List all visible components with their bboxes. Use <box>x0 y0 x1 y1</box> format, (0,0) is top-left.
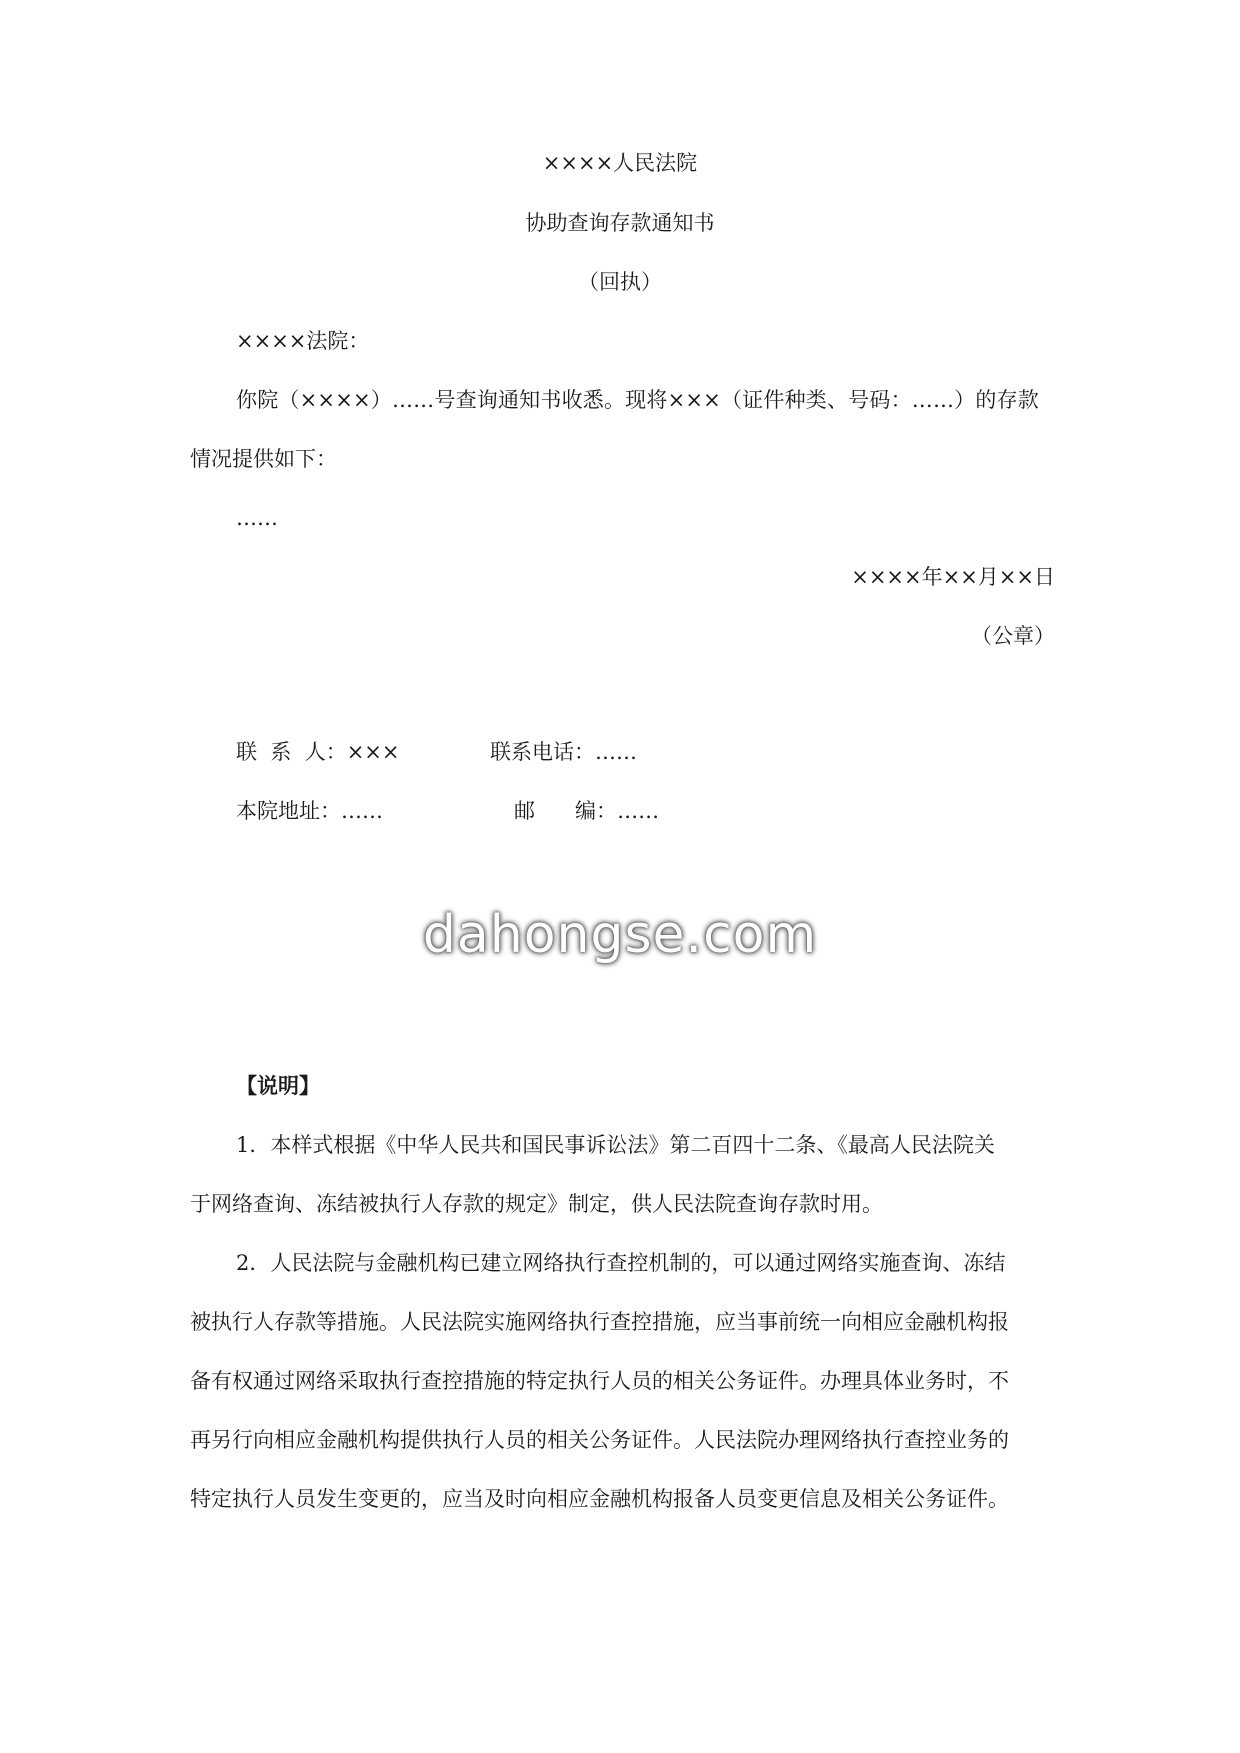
note-2-line-3: 备有权通过网络采取执行查控措施的特定执行人员的相关公务证件。办理具体业务时，不 <box>190 1369 1009 1393</box>
notes-heading: 【说明】 <box>236 1073 320 1098</box>
postcode-label: 邮 编： <box>514 799 618 823</box>
contact-person-value: ××× <box>346 740 400 764</box>
signature-date: ××××年××月××日 <box>851 565 1055 589</box>
postcode-value: …… <box>617 799 660 823</box>
contact-phone <box>490 738 637 766</box>
body-paragraph-line-2: 情况提供如下： <box>190 447 337 471</box>
contact-person <box>236 738 400 766</box>
document-title: 协助查询存款通知书 <box>525 211 715 235</box>
official-seal-label: （公章） <box>971 624 1055 648</box>
contact-phone-label: 联系电话： <box>490 740 595 764</box>
site-watermark: dahongse.com <box>422 905 818 965</box>
body-ellipsis: …… <box>236 506 278 530</box>
note-2-line-5: 特定执行人员发生变更的，应当及时向相应金融机构报备人员变更信息及相关公务证件。 <box>190 1487 1009 1511</box>
note-2-line-2: 被执行人存款等措施。人民法院实施网络执行查控措施，应当事前统一向相应金融机构报 <box>190 1310 1009 1334</box>
court-address-label: 本院地址： <box>236 799 341 823</box>
contact-person-label: 联 系 人： <box>236 740 347 764</box>
addressee: ××××法院： <box>236 329 370 353</box>
document-subtitle: （回执） <box>578 270 662 294</box>
note-2-line-1: 2．人民法院与金融机构已建立网络执行查控机制的，可以通过网络实施查询、冻结 <box>236 1251 1006 1275</box>
contact-phone-value: …… <box>595 740 637 764</box>
note-1-line-2: 于网络查询、冻结被执行人存款的规定》制定，供人民法院查询存款时用。 <box>190 1192 883 1216</box>
note-2-line-4: 再另行向相应金融机构提供执行人员的相关公务证件。人民法院办理网络执行查控业务的 <box>190 1428 1009 1452</box>
body-paragraph-line-1: 你院（××××）……号查询通知书收悉。现将×××（证件种类、号码：……）的存款 <box>236 388 1039 412</box>
court-name: ××××人民法院 <box>542 151 698 175</box>
court-address <box>236 797 383 825</box>
court-address-value: …… <box>341 799 383 823</box>
note-1-line-1: 1．本样式根据《中华人民共和国民事诉讼法》第二百四十二条、《最高人民法院关 <box>236 1133 995 1157</box>
postcode <box>514 797 659 825</box>
